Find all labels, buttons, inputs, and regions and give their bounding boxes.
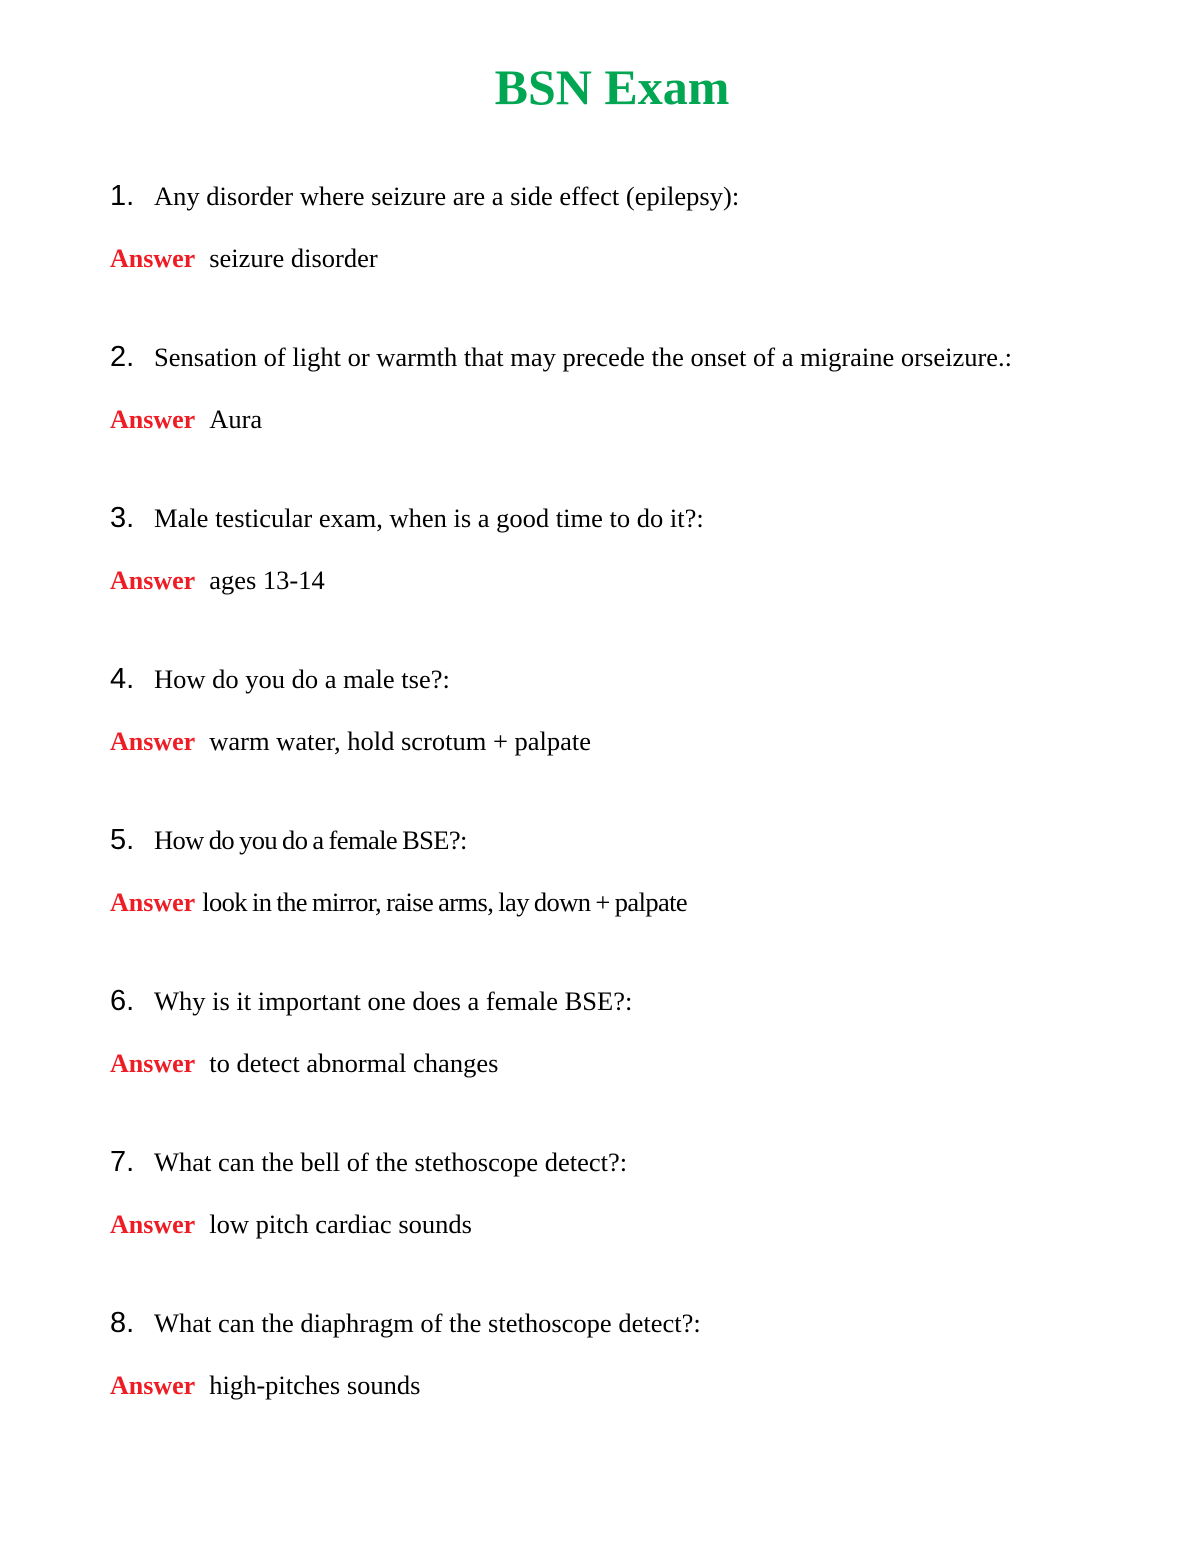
question-text: How do you do a female BSE?: (154, 825, 467, 855)
question-line (110, 176, 739, 216)
answer-line (110, 1204, 472, 1244)
answer-label: Answer (110, 1371, 196, 1400)
question-text: Any disorder where seizure are a side effect (epilepsy): (154, 181, 740, 211)
answer-text: ages 13-14 (209, 565, 325, 595)
question-number: 1. (110, 180, 135, 212)
question-line (110, 981, 632, 1021)
answer-text: look in the mirror, raise arms, lay down + palpate (202, 887, 688, 917)
question-number: 3. (110, 502, 135, 534)
answer-line (110, 882, 687, 922)
answer-text: warm water, hold scrotum + palpate (209, 726, 592, 756)
question-number: 4. (110, 663, 135, 695)
question-line (110, 1142, 627, 1182)
question-line (110, 1303, 701, 1343)
answer-text: low pitch cardiac sounds (209, 1209, 472, 1239)
answer-line (110, 238, 378, 278)
question-text: What can the diaphragm of the stethoscope detect?: (154, 1308, 701, 1338)
question-number: 2. (110, 341, 135, 373)
answer-line (110, 399, 262, 439)
question-text: Sensation of light or warmth that may precede the onset of a migraine orseizure.: (154, 342, 1013, 372)
answer-label: Answer (110, 1210, 196, 1239)
question-text: Why is it important one does a female BSE?: (154, 986, 633, 1016)
question-number: 6. (110, 985, 135, 1017)
answer-label: Answer (110, 727, 196, 756)
question-number: 5. (110, 824, 135, 856)
answer-line (110, 1043, 498, 1083)
question-number: 8. (110, 1307, 135, 1339)
question-line (110, 659, 450, 699)
question-line (110, 820, 467, 860)
answer-text: high-pitches sounds (209, 1370, 421, 1400)
answer-line (110, 1365, 420, 1405)
answer-line (110, 560, 325, 600)
question-text: How do you do a male tse?: (154, 664, 450, 694)
page-title: BSN Exam (494, 59, 730, 115)
answer-line (110, 721, 591, 761)
question-line (110, 337, 1012, 377)
question-text: Male testicular exam, when is a good time to do it?: (154, 503, 704, 533)
question-number: 7. (110, 1146, 135, 1178)
question-text: What can the bell of the stethoscope detect?: (154, 1147, 628, 1177)
answer-label: Answer (110, 405, 196, 434)
answer-label: Answer (110, 1049, 196, 1078)
answer-text: Aura (209, 404, 263, 434)
answer-label: Answer (110, 244, 196, 273)
answer-text: to detect abnormal changes (209, 1048, 499, 1078)
answer-label: Answer (110, 566, 196, 595)
question-line (110, 498, 704, 538)
answer-text: seizure disorder (209, 243, 378, 273)
answer-label: Answer (110, 888, 196, 917)
